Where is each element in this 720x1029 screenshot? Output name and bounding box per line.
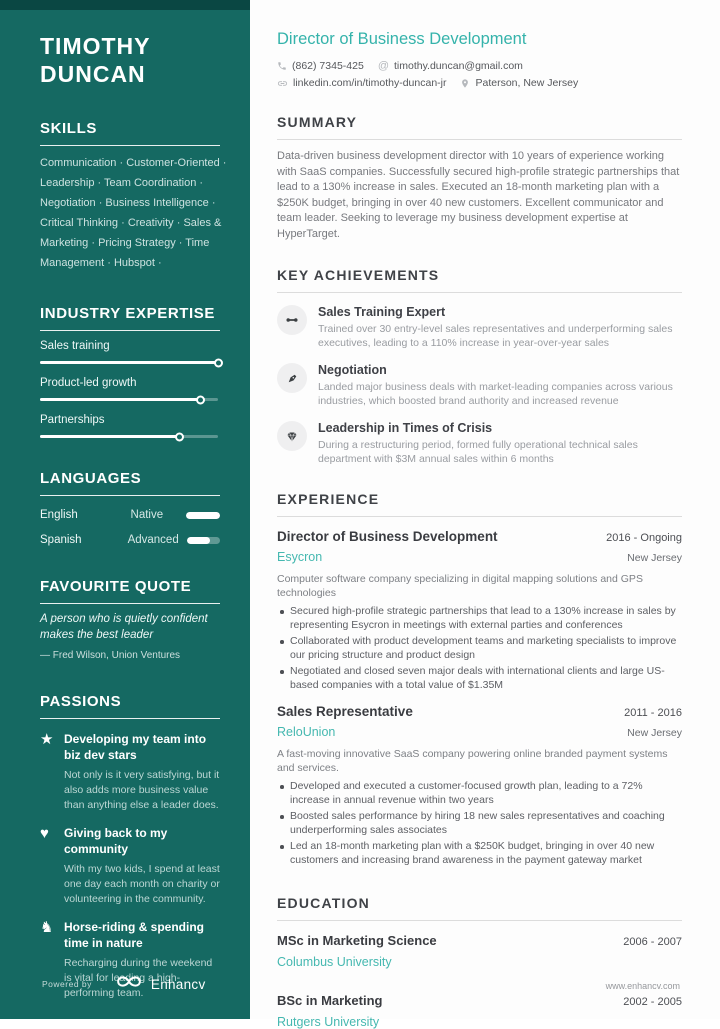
achievement-item — [277, 363, 682, 408]
job-dates: 2016 - Ongoing — [606, 532, 682, 544]
phone-icon — [277, 61, 287, 71]
website-link[interactable]: www.enhancv.com — [605, 981, 680, 991]
experience-heading: EXPERIENCE — [277, 491, 682, 517]
degree-dates: 2002 - 2005 — [623, 996, 682, 1008]
favourite-quote-heading: FAVOURITE QUOTE — [40, 578, 220, 604]
expertise-label: Partnerships — [40, 414, 105, 426]
passion-description: With my two kids, I spend at least one day each month on charity or volunteering in the community. — [64, 863, 220, 905]
job-location: New Jersey — [627, 727, 682, 739]
job-company: ReloUnion — [277, 725, 336, 739]
quote-text: A person who is quietly confident makes the best leader — [40, 613, 208, 641]
sidebar-top-strip — [0, 0, 250, 10]
passion-item — [40, 825, 220, 907]
expertise-label: Sales training — [40, 340, 110, 352]
language-row — [40, 509, 220, 521]
job-dates: 2011 - 2016 — [624, 707, 682, 719]
candidate-name-line1: TIMOTHY — [40, 33, 151, 59]
achievement-description: Landed major business deals with market-leading companies across various industries, which boosted brand authority and increased revenue — [318, 381, 673, 407]
degree-title: BSc in Marketing — [277, 993, 383, 1008]
passion-title: Horse-riding & spending time in nature — [64, 920, 205, 950]
education-entry — [277, 993, 682, 1029]
expertise-item — [40, 377, 220, 401]
resume-main — [250, 0, 720, 1029]
language-bar-fill — [186, 512, 220, 519]
gem-icon — [277, 421, 307, 451]
link-icon — [277, 78, 288, 89]
job-bullet: Boosted sales performance by hiring 18 new sales representatives and coaching underperforming sales associates — [277, 810, 682, 837]
email-address: timothy.duncan@gmail.com — [393, 60, 523, 72]
expertise-item — [40, 340, 220, 364]
email-at-icon: @ — [377, 60, 389, 72]
achievement-description: Trained over 30 entry-level sales representatives and underperforming sales executives, leading to a 110% increase in year-over-year sales — [318, 323, 673, 349]
achievement-title: Negotiation — [318, 363, 387, 377]
language-row — [40, 534, 220, 546]
enhancv-brand-label: Enhancv — [150, 976, 206, 992]
job-location: New Jersey — [627, 552, 682, 564]
language-name: English — [40, 509, 78, 521]
industry-expertise-list — [40, 340, 220, 438]
language-bar — [187, 537, 220, 544]
job-bullet: Collaborated with product development teams and marketing specialists to improve our pricing structure and product design — [277, 635, 682, 662]
school-name: Rutgers University — [277, 1015, 380, 1029]
expertise-slider — [40, 361, 218, 364]
achievement-title: Sales Training Expert — [318, 305, 446, 319]
chess-knight-icon: ♞ — [40, 919, 54, 936]
education-entry — [277, 933, 682, 969]
job-bullet: Negotiated and closed seven major deals with international clients and large US-based companies with a total value of $1.35M — [277, 665, 682, 692]
achievement-description: During a restructuring period, formed fully operational technical sales department with $3M annual sales within 6 months — [318, 439, 638, 465]
passions-heading: PASSIONS — [40, 693, 220, 719]
achievements-list — [277, 305, 682, 466]
expertise-slider-fill — [40, 435, 179, 438]
passion-description: Not only is it very satisfying, but it also adds more business value than anything else a leader does. — [64, 769, 220, 811]
education-heading: EDUCATION — [277, 895, 682, 921]
language-level: Advanced — [127, 534, 179, 546]
degree-title: MSc in Marketing Science — [277, 933, 437, 948]
star-icon: ★ — [40, 731, 54, 748]
resume-headline: Director of Business Development — [277, 30, 527, 48]
job-description: Computer software company specializing in digital mapping solutions and GPS technologies — [277, 573, 643, 599]
heart-icon: ♥ — [40, 825, 49, 842]
degree-dates: 2006 - 2007 — [623, 936, 682, 948]
experience-entry — [277, 704, 682, 867]
skills-heading: SKILLS — [40, 120, 220, 146]
expertise-label: Product-led growth — [40, 377, 137, 389]
job-bullet: Secured high-profile strategic partnerships that lead to a 130% increase in sales by representing Esycron in meetings with external parties and conferences — [277, 605, 682, 632]
candidate-name — [40, 32, 220, 88]
location-contact — [460, 77, 578, 89]
contact-info — [277, 60, 682, 89]
expertise-slider — [40, 435, 218, 438]
candidate-name-line2: DUNCAN — [40, 61, 146, 87]
experience-entry — [277, 529, 682, 692]
passion-item — [40, 731, 220, 813]
location-pin-icon — [460, 78, 470, 89]
achievement-item — [277, 305, 682, 350]
dumbbell-icon — [277, 305, 307, 335]
job-bullet: Developed and executed a customer-focused growth plan, leading to a 72% increase in annual revenue within two years — [277, 780, 682, 807]
job-description: A fast-moving innovative SaaS company powering online branded payment systems and services. — [277, 748, 668, 774]
passion-title: Giving back to my community — [64, 826, 168, 856]
location-text: Paterson, New Jersey — [475, 77, 579, 89]
sidebar-footer — [0, 973, 250, 995]
language-bar — [186, 512, 220, 519]
language-level: Native — [130, 509, 164, 521]
pen-icon — [277, 363, 307, 393]
languages-heading: LANGUAGES — [40, 470, 220, 496]
phone-number: (862) 7345-425 — [292, 60, 364, 72]
summary-text: Data-driven business development director with 10 years of experience working with SaaS companies. Successfully secured high-profile strategic partnerships that lead to a 130% increase in sales. Executed an 18-month marketing plan with a $250K budget, bringing in over 40 new customers. Excellent communicator and team leader. Seeking to leverage my business development expertise at HyperTarget. — [277, 150, 680, 240]
powered-by-label: Powered by — [42, 979, 92, 989]
expertise-slider-fill — [40, 398, 200, 401]
job-title: Director of Business Development — [277, 529, 498, 544]
email-contact[interactable] — [378, 60, 523, 72]
expertise-slider-fill — [40, 361, 218, 364]
quote-attribution: — Fred Wilson, Union Ventures — [40, 650, 181, 661]
achievement-item — [277, 421, 682, 466]
job-company: Esycron — [277, 550, 323, 564]
language-name: Spanish — [40, 534, 82, 546]
summary-heading: SUMMARY — [277, 114, 682, 140]
job-bullet: Led an 18-month marketing plan with a $250K budget, bringing in over 40 new customers and increasing brand awareness in the payment gateway market — [277, 840, 682, 867]
linkedin-contact[interactable] — [277, 77, 446, 89]
passion-title: Developing my team into biz dev stars — [64, 732, 207, 762]
industry-expertise-heading: INDUSTRY EXPERTISE — [40, 305, 220, 331]
passion-description: Recharging during the weekend is vital for leading a high-performing team. — [64, 957, 213, 999]
expertise-item — [40, 414, 220, 438]
school-name: Columbus University — [277, 955, 392, 969]
expertise-slider — [40, 398, 218, 401]
skills-list: Communication · Customer-Oriented · Leadership · Team Coordination · Negotiation · Business Intelligence · Critical Thinking · Creativity · Sales & Marketing · Pricing Strategy · Time Management · Hubspot · — [40, 157, 227, 269]
job-bullets — [277, 605, 682, 692]
job-title: Sales Representative — [277, 704, 413, 719]
key-achievements-heading: KEY ACHIEVEMENTS — [277, 267, 682, 293]
phone-contact — [277, 60, 364, 72]
linkedin-url: linkedin.com/in/timothy-duncan-jr — [293, 77, 447, 89]
sidebar — [0, 0, 250, 1019]
job-bullets — [277, 780, 682, 867]
achievement-title: Leadership in Times of Crisis — [318, 421, 493, 435]
enhancv-logo-icon — [114, 973, 144, 995]
language-bar-fill — [187, 537, 210, 544]
